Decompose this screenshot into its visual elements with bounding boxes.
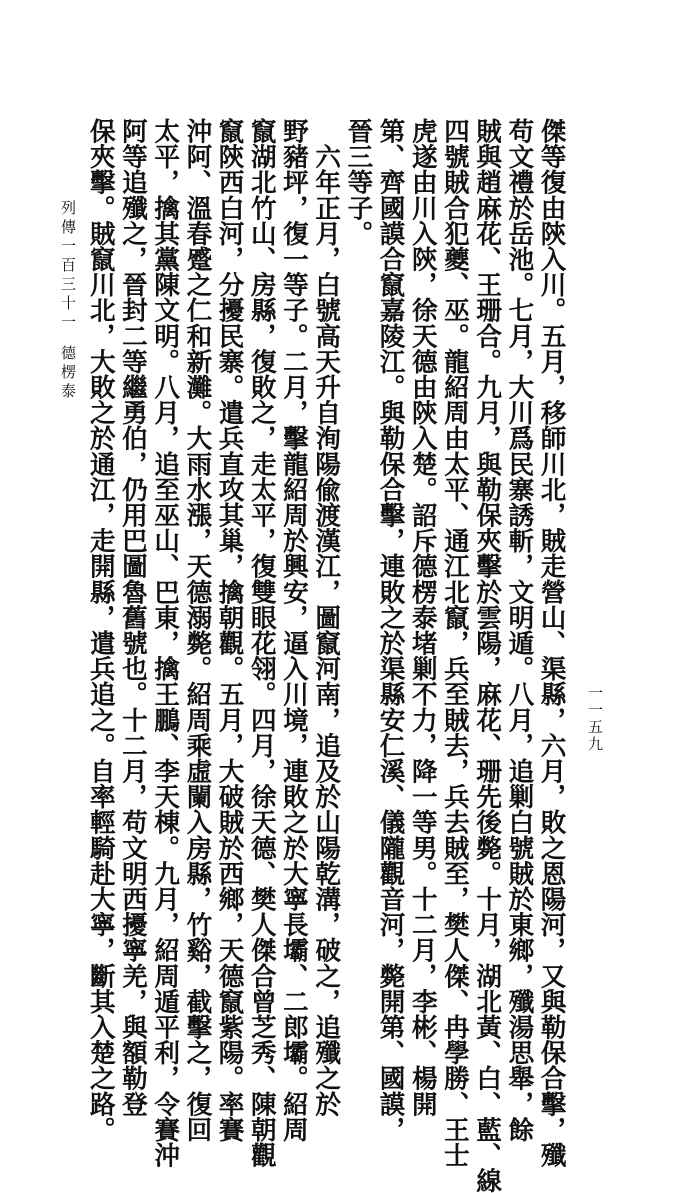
text-column: 四號賊合犯夔、巫。龍紹周由太平、通江北竄，兵至賊去，兵去賊至，樊人傑、冉學勝、王士 <box>439 118 470 1168</box>
running-name: 德楞泰 <box>59 345 77 402</box>
text-column: 六年正月，白號高天升自洵陽偸渡漢江，圖竄河南，追及於山陽乾溝，破之，追殲之於 <box>311 118 342 1117</box>
text-column: 保夾擊。賊竄川北，大敗之於通江，走開縣，遣兵追之。自率輕騎赴大寧，斷其入楚之路。 <box>85 118 116 1142</box>
text-column: 阿等追殲之，晉封二等繼勇伯，仍用巴圖魯舊號也。十二月，苟文明西擾寧羌，與額勒登 <box>117 118 148 1117</box>
text-column: 晉三等子。 <box>343 118 374 246</box>
text-column: 虎遂由川入陝，徐天德由陝入楚。詔斥德楞泰堵剿不力，降一等男。十二月，李彬、楊開 <box>407 118 438 1117</box>
text-column: 竄陝西白河，分擾民寨。遣兵直攻其巢，擒朝觀。五月，大破賊於西鄉，天德竄紫陽。率賽 <box>214 118 245 1142</box>
text-column: 傑等復由陝入川。五月，移師川北，賊走營山、渠縣，六月，敗之恩陽河，又與勒保合擊，殲 <box>536 118 567 1168</box>
text-column: 第、齊國謨合竄嘉陵江。與勒保合擊，連敗之於渠縣安仁溪、儀隴觀音河，斃開第、國謨， <box>375 118 406 1142</box>
running-title: 列傳一百三十一 <box>59 200 77 333</box>
text-column: 苟文禮於岳池。七月，大川爲民寨誘斬，文明遁。八月，追剿白號賊於東鄉，殲湯思舉，餘 <box>504 118 535 1142</box>
text-column: 野豬坪，復一等子。二月，擊龍紹周於興安，逼入川境，連敗之於大寧長壩、二郎壩。紹周 <box>278 118 309 1142</box>
text-column: 竄湖北竹山、房縣，復敗之，走太平，復雙眼花翎。四月，徐天德、樊人傑合曾芝秀、陳朝觀 <box>246 118 277 1168</box>
text-column: 賊與趙麻花、王珊合。九月，與勒保夾擊於雲陽，麻花、珊先後斃。十月，湖北黃、白、藍、線 <box>472 118 503 1193</box>
page-number: 一一五九 <box>586 685 604 753</box>
text-column: 沖阿、溫春蹙之仁和新灘。大雨水漲，天德溺斃。紹周乘虛闌入房縣，竹谿，截擊之，復回 <box>182 118 213 1142</box>
text-column: 太平，擒其黨陳文明。八月，追至巫山、巴東，擒王鵬、李天棟。九月，紹周遁平利，令賽沖 <box>150 118 181 1168</box>
